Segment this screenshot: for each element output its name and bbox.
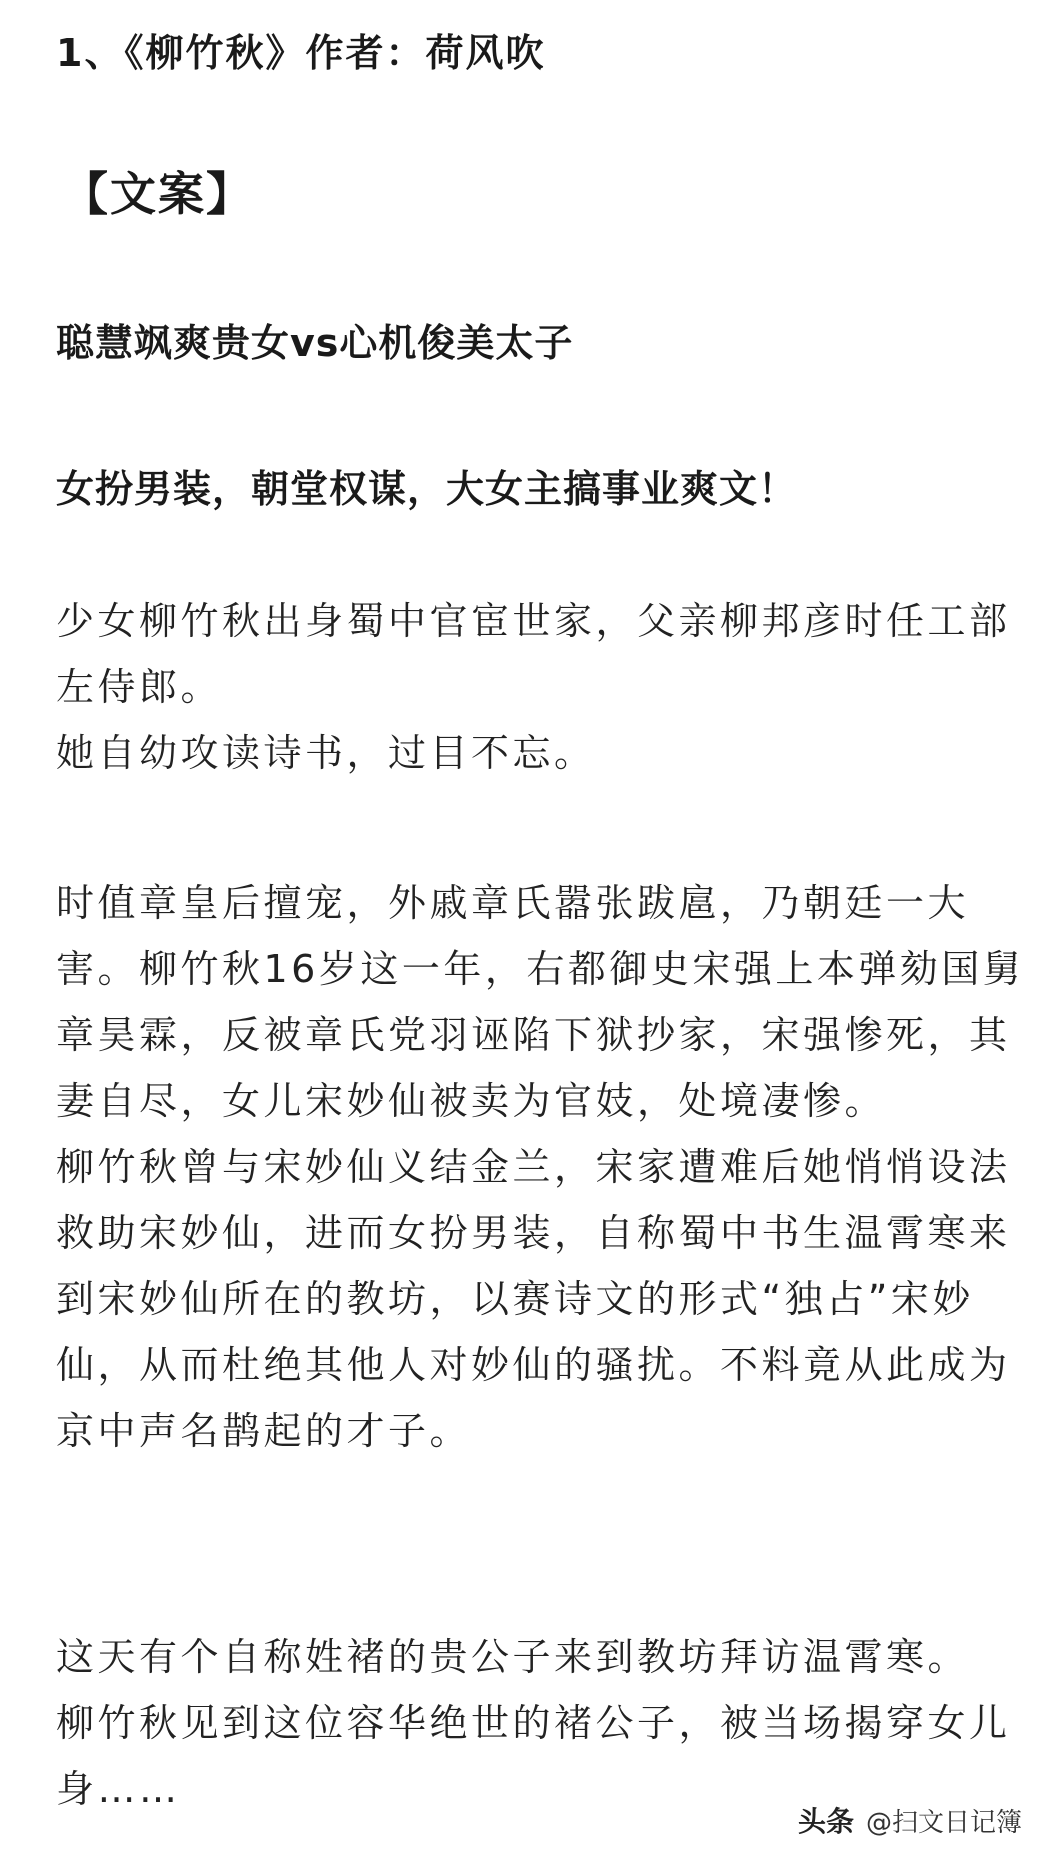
synopsis-paragraph — [56, 870, 1026, 1464]
tagline-pairing: 聪慧飒爽贵女vs心机俊美太子 — [56, 321, 574, 365]
paragraph-line: 害。柳竹秋16岁这一年，右都御史宋强上本弹劾国舅 — [56, 947, 1025, 991]
synopsis-paragraph — [56, 588, 1026, 786]
paragraph-line: 少女柳竹秋出身蜀中官宦世家，父亲柳邦彦时任工部 — [56, 599, 1011, 643]
section-label: 【文案】 — [62, 167, 254, 221]
platform-logo: 头条 — [797, 1805, 854, 1838]
paragraph-line: 柳竹秋曾与宋妙仙义结金兰，宋家遭难后她悄悄设法 — [56, 1145, 1011, 1189]
paragraph-line: 章昊霖，反被章氏党羽诬陷下狱抄家，宋强惨死，其 — [56, 1013, 1011, 1057]
paragraph-line: 时值章皇后擅宠，外戚章氏嚣张跋扈，乃朝廷一大 — [56, 881, 970, 925]
source-watermark — [798, 1800, 1022, 1840]
paragraph-line: 救助宋妙仙，进而女扮男装，自称蜀中书生温霄寒来 — [56, 1211, 1011, 1255]
synopsis-paragraph — [56, 1624, 1026, 1822]
paragraph-line: 京中声名鹊起的才子。 — [56, 1409, 472, 1453]
paragraph-line: 到宋妙仙所在的教坊，以赛诗文的形式“独占”宋妙 — [56, 1277, 974, 1321]
book-title: 1、《柳竹秋》作者：荷风吹 — [56, 31, 546, 75]
paragraph-line: 左侍郎。 — [56, 665, 223, 709]
paragraph-line: 妻自尽，女儿宋妙仙被卖为官妓，处境凄惨。 — [56, 1079, 887, 1123]
paragraph-line: 身…… — [56, 1767, 181, 1811]
paragraph-line: 柳竹秋见到这位容华绝世的褚公子，被当场揭穿女儿 — [56, 1701, 1011, 1745]
paragraph-line: 仙，从而杜绝其他人对妙仙的骚扰。不料竟从此成为 — [56, 1343, 1011, 1387]
paragraph-line: 这天有个自称姓褚的贵公子来到教坊拜访温霄寒。 — [56, 1635, 970, 1679]
tagline-genre: 女扮男装，朝堂权谋，大女主搞事业爽文！ — [56, 467, 798, 511]
paragraph-line: 她自幼攻读诗书，过目不忘。 — [56, 731, 596, 775]
account-handle: @扫文日记簿 — [865, 1807, 1022, 1838]
